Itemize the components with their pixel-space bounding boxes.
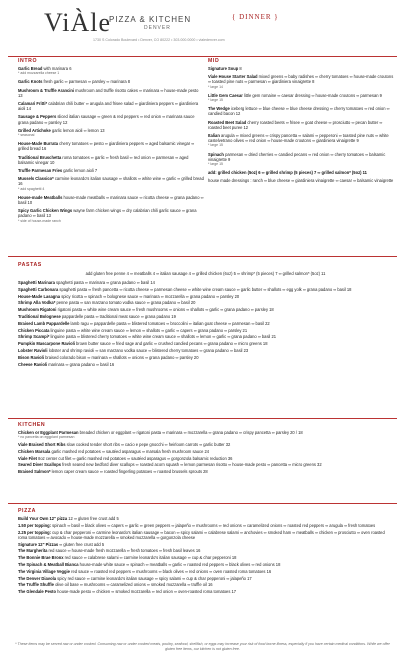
menu-item-note: * side of house-made ranch: [18, 218, 61, 223]
menu-item: [18, 548, 393, 553]
menu-item-description: wayne farm chicken wings ∞ dry calabrian chili garlic sauce ∞ grana padano ∞ basil 13: [18, 208, 197, 219]
pizza-list: [18, 516, 393, 596]
menu-item: [18, 589, 393, 594]
menu-item-description: lamb ragu ∞ pappardelle pasta ∞ blistered tomatoes ∞ broccolini ∞ italian goat cheese ∞ parmesan ∞ basil 22: [69, 320, 270, 326]
menu-item: [18, 562, 393, 567]
menu-item-description: cherry tomatoes ∞ pesto ∞ giardiniera peppers ∞ aged balsamic vinegar ∞ grilled bread 16: [18, 141, 195, 152]
menu-item-name: Seared Diver Scallops: [18, 462, 62, 468]
menu-item-description: spaghetti pasta ∞ marinara ∞ grana padano ∞ basil 14: [54, 280, 155, 285]
menu-item-description: slow cooked tender short ribs ∞ cacio e pepe gnocchi ∞ heirloom carrots ∞ garlic butter 32: [65, 442, 231, 447]
menu-item-note: * no pancetta on eggplant parmesan: [18, 435, 75, 440]
intro-list: [18, 66, 204, 227]
menu-item-name: Bison Ravioli: [18, 354, 44, 360]
menu-item-name: Mussels Classico*: [18, 176, 54, 182]
menu-item-name: Roasted Beet Salad: [208, 119, 247, 125]
menu-item: [18, 334, 393, 339]
menu-item-description: house made dressings : ranch ∞ blue cheese ∞ giardiniera vinaigrette ∞ caesar ∞ balsamic vinaigrette: [208, 178, 394, 184]
menu-item-name: Truffle Parmesan Fries: [18, 168, 63, 174]
menu-item-description: penne pasta ∞ san marzano tomato vodka sauce ∞ grana padano ∞ basil 20: [55, 300, 196, 306]
menu-item: [18, 79, 204, 84]
menu-item: [208, 93, 394, 103]
section-title-pastas: PASTAS: [18, 262, 42, 268]
menu-item-description: lemon caper cream sauce ∞ roasted fingerling potatoes ∞ roasted brussels sprouts 28: [50, 469, 208, 475]
menu-item-name: Little Gem Caesar: [208, 92, 243, 98]
menu-item-name: Chicken Piccata: [18, 327, 50, 333]
menu-item: [18, 128, 204, 138]
menu-item: [18, 341, 393, 346]
menu-item: [18, 321, 393, 326]
menu-item-description: lobster and shrimp ravioli ∞ san marzano vodka sauce ∞ blistered cherry tomatoes ∞ grana padano ∞ basil 23: [47, 347, 249, 353]
menu-item-name: The Virginia Village Veggie: [18, 568, 70, 574]
menu-item-description: brown butter sauce ∞ fried sage and garlic ∞ crushed candied pecans ∞ grana padano ∞ micro greens 18: [74, 341, 268, 347]
menu-item-name: Viale Filet: [18, 455, 38, 461]
menu-item-name: Shrimp Scampi*: [18, 334, 50, 340]
menu-item: [18, 462, 393, 467]
divider: [8, 503, 397, 504]
menu-item-name: Build Your Own 12" pizza: [18, 516, 68, 521]
menu-item-description: olive oil base ∞ mushrooms ∞ caramelized onions ∞ smoked mozzarella ∞ truffle oil 16: [53, 582, 213, 588]
menu-item-name: Mushroom & Truffle Arancini: [18, 87, 75, 93]
menu-item: [18, 328, 393, 333]
menu-item-description: breaded chicken or eggplant ∞ rigatoni pasta ∞ marinara ∞ mozzarella ∞ grana padano ∞ crispy pancetta ∞ parsley 20 / 18: [78, 430, 303, 435]
menu-item-name: House-made Meatballs: [18, 194, 63, 200]
menu-item-description: spicy ricotta ∞ spinach ∞ bolognese sauce ∞ marinara ∞ mozzarella ∞ grana padano ∞ parsley 20: [60, 293, 240, 299]
menu-item: [18, 287, 393, 292]
menu-item: [18, 442, 393, 447]
restaurant-subtitle: PIZZA & KITCHEN: [109, 15, 192, 24]
section-title-pizza: PIZZA: [18, 508, 36, 514]
menu-item-description: carmine leonardo's italian sausage ∞ shallots ∞ white wine ∞ garlic ∞ grilled bread 16: [18, 176, 204, 187]
menu-item: [18, 469, 393, 474]
menu-item: [18, 576, 393, 581]
section-title-kitchen: KITCHEN: [18, 422, 46, 428]
menu-item-name: Pumpkin Mascarpone Ravioli: [18, 341, 75, 347]
menu-item-description: with marinara 6: [42, 66, 72, 71]
restaurant-city: DENVER: [144, 25, 171, 31]
menu-item: [18, 66, 204, 76]
menu-item-note: * add spaghetti 4: [18, 186, 45, 191]
menu-item-name: Braised Lamb Pappardelle: [18, 320, 70, 326]
menu-item-description: house-made white sauce ∞ spinach ∞ meatballs ∞ garlic ∞ roasted red peppers ∞ black olives ∞ red onions 18: [78, 561, 281, 567]
menu-item: [208, 66, 394, 71]
menu-item: [18, 555, 393, 560]
menu-item-description: 8oz center cut filet ∞ garlic mashed red potatoes ∞ sautéed asparagus ∞ gorgonzola balsamic reduction 36: [37, 455, 233, 461]
menu-item-name: The Denver Diavola: [18, 575, 56, 581]
menu-item: [208, 74, 394, 90]
section-title-intro: INTRO: [18, 58, 38, 64]
menu-item-name: Mushroom Rigatoni: [18, 307, 57, 313]
menu-item-name: Cheese Ravioli: [18, 361, 48, 367]
menu-item-description: parmesan ∞ dried cherries ∞ candied pecans ∞ red onion ∞ cherry tomatoes ∞ balsamic vinaigrette 9: [208, 151, 386, 162]
kitchen-list: [18, 430, 393, 476]
restaurant-logo: ViÀle: [44, 8, 111, 37]
menu-item-description: red sauce ∞ house-made fresh mozzarella ∞ fresh tomatoes ∞ fresh basil leaves 16: [47, 548, 201, 554]
menu-item: [18, 449, 393, 454]
menu-item-description: marinara ∞ grana padano ∞ basil 16: [47, 361, 115, 367]
allergy-disclaimer: * These items may be served raw or under cooked. Consuming raw or under cooked meats, poultry, seafood, shellfish, or eggs may increase your risk of food borne illness, especially if you have certain medical conditions. While we offer gluten free items, our kitchen is not gluten free.: [15, 642, 390, 651]
menu-item-name: add: grilled chicken (5oz) 6 ∞ grilled shrimp (5 pieces) 7 ∞ grilled salmon* (5oz) 11: [208, 170, 367, 176]
menu-item-description: mixed greens ∞ baby radishes ∞ cherry tomatoes ∞ house-made croutons ∞ toasted pine nuts ∞ parmesan ∞ giardiniera vinaigrette 8: [208, 74, 394, 85]
restaurant-address: 1730 S Colorado Boulevard • Denver, CO 80222 • 303.000.0000 • vialedenver.com: [93, 38, 225, 42]
menu-item: [18, 195, 204, 205]
menu-item-note: * seasonal: [18, 133, 35, 138]
menu-item-name: Garlic Knots: [18, 79, 43, 85]
menu-item-description: mushroom and truffle risotto cakes ∞ marinara ∞ house-made pesto 13: [18, 87, 199, 98]
menu-item-name: Signature Soup: [208, 66, 239, 71]
menu-item-description: linguine pasta ∞ blistered cherry tomatoes ∞ white wine cream sauce ∞ shallots ∞ lemon ∞ garlic ∞ grana padano ∞ basil 21: [49, 334, 276, 340]
menu-item-name: Spaghetti Carbonara: [18, 286, 59, 292]
menu-item: [18, 314, 393, 319]
menu-item: [18, 155, 204, 165]
menu-item-description: spaghetti pasta ∞ fresh pancetta ∞ ricotta cheese ∞ parmesan cheese ∞ white wine cream sauce ∞ garlic butter ∞ shallots ∞ egg yolk ∞ grana padano ∞ basil 18: [58, 286, 352, 292]
menu-item-description: spicy red sauce ∞ carmine leonardo's italian sausage ∞ spicy salami ∞ cup & char pepperoni ∞ jalapeño 17: [56, 575, 252, 581]
menu-item: [18, 542, 393, 547]
menu-item-name: Traditional Bruschetta: [18, 154, 62, 160]
menu-item-note: * large 15: [208, 162, 223, 167]
menu-item: [18, 294, 393, 299]
menu-item: [18, 307, 393, 312]
menu-item-name: Viale House Starter Salad: [208, 74, 258, 80]
menu-item: [18, 348, 393, 353]
menu-item-name: Chicken or Eggplant Parmesan: [18, 430, 79, 435]
divider: [8, 56, 397, 57]
menu-item-name: Garlic Bread: [18, 66, 43, 71]
menu-item-name: The Spinach & Meatball Bianca: [18, 561, 79, 567]
menu-item-description: rigatoni pasta ∞ white wine cream sauce ∞ fresh mushrooms ∞ onions ∞ shallots ∞ garlic ∞ grana padano ∞ parsley 18: [56, 307, 274, 313]
menu-item-name: House-Made Burrata: [18, 141, 59, 147]
menu-item: [18, 355, 393, 360]
menu-item-description: spinach ∞ basil ∞ black olives ∞ capers ∞ garlic ∞ green peppers ∞ jalapeño ∞ mushrooms ∞ red onions ∞ caramelized onions ∞ roasted red peppers ∞ arugula ∞ fresh tomatoes: [50, 522, 376, 528]
menu-item-name: The Glendale Pesto: [18, 589, 56, 595]
menu-item: [208, 120, 394, 130]
menu-item: [18, 88, 204, 98]
menu-item: [208, 170, 394, 175]
menu-item-description: fresh garlic ∞ parmesan ∞ parsley ∞ marinara 8: [42, 79, 131, 85]
menu-item-name: House-Made Lasagna: [18, 293, 61, 299]
menu-item: [18, 516, 393, 521]
menu-item-description: braised colorado bison ∞ marinara ∞ shallots ∞ onions ∞ grana padano ∞ parsley 20: [43, 354, 199, 360]
menu-item-name: Sausage & Peppers: [18, 114, 57, 120]
menu-item: [208, 152, 394, 168]
divider: [8, 418, 397, 419]
pastas-addons: add gluten free penne 4 ∞ meatballs 4 ∞ italian sausage 4 ∞ grilled chicken (6oz) 5 ∞ shrimp* (5 pieces) 7 ∞ grilled salmon* (5oz) 11: [85, 271, 326, 276]
menu-item-description: red sauce ∞ calabrese salami ∞ carmine leonardo's italian sausage ∞ cup & char pepperoni 18: [63, 555, 237, 561]
menu-item-name: Shrimp Alla Vodka*: [18, 300, 56, 306]
menu-item-description: calabrian chili butter ∞ arugula and frisee salad ∞ giardiniera peppers ∞ giardiniera aioli 14: [18, 101, 199, 112]
menu-item-name: Traditional Bolognese: [18, 313, 61, 319]
menu-item: [18, 362, 393, 367]
menu-item-description: ∞ gluten free crust add 5: [58, 541, 105, 547]
menu-item-name: Lobster Ravioli: [18, 347, 48, 353]
menu-item-description: red sauce ∞ roasted red peppers ∞ mushrooms ∞ black olives ∞ red onions ∞ oven roasted roma tomatoes 16: [69, 568, 272, 574]
menu-item: [18, 523, 393, 528]
menu-item-description: garlic lemon aioli 7: [62, 168, 98, 174]
menu-item: [18, 101, 204, 111]
menu-item-description: arugula ∞ mixed greens ∞ crispy pancetta ∞ salami ∞ pepperoni ∞ toasted pine nuts ∞ white castelvetrano olives ∞ red onion ∞ house-made croutons ∞ giardiniera vinaigrette 9: [208, 133, 389, 144]
menu-item-name: The Wedge: [208, 106, 230, 112]
menu-item-description: roma tomatoes ∞ garlic ∞ fresh basil ∞ red onion ∞ parmesan ∞ aged balsamic vinegar 10: [18, 154, 189, 165]
menu-item-description: linguine pasta ∞ white wine cream sauce ∞ lemon ∞ shallots ∞ garlic ∞ capers ∞ grana padano ∞ parsley 21: [49, 327, 248, 333]
menu-item-description: fresh seared new bedford diver scallops ∞ roasted acorn squash ∞ lemon parmesan risotto ∞ house-made pesto ∞ pancetta ∞ micro greens 32: [61, 462, 322, 468]
menu-item-description: iceberg lettuce ∞ blue cheese ∞ blue cheese dressing ∞ cherry tomatoes ∞ red onion ∞ candied bacon 12: [208, 106, 390, 117]
menu-item-name: The Margherita: [18, 548, 48, 554]
menu-item-description: sliced italian sausage ∞ green & red peppers ∞ red onion ∞ marinara sauce grana padano ∞ parsley 12: [18, 114, 195, 125]
menu-item: [18, 141, 204, 151]
menu-item-name: Grilled Artichoke: [18, 127, 51, 133]
dinner-badge: { DINNER }: [232, 13, 279, 21]
section-title-mid: MID: [208, 58, 220, 64]
menu-item-name: The Bonnie Brae Bronx: [18, 555, 64, 561]
menu-item: [208, 133, 394, 149]
menu-item: [18, 582, 393, 587]
menu-item-description: cherry roasted beets ∞ frisee ∞ goat cheese ∞ prosciutto ∞ pecan butter ∞ roasted beet puree 12: [208, 119, 383, 130]
menu-item-description: little gem romaine ∞ caesar dressing ∞ house-made croutons ∞ parmesan 9: [242, 92, 382, 98]
menu-item-description: garlic lemon aioli ∞ lemon 13: [50, 127, 105, 133]
menu-item-name: 2.25 per topping:: [18, 529, 51, 535]
menu-item-note: * add mozzarella cheese 1: [18, 71, 60, 76]
pastas-list: [18, 280, 393, 368]
menu-item: [18, 208, 204, 224]
menu-item-name: Chicken Marsala: [18, 448, 51, 454]
menu-item-name: Italian: [208, 133, 220, 139]
menu-item: [18, 456, 393, 461]
menu-item: [208, 106, 394, 116]
menu-item: [18, 530, 393, 540]
menu-item-name: Spaghetti Marinara: [18, 280, 55, 285]
divider: [8, 256, 397, 257]
menu-item: [18, 430, 393, 440]
menu-item: [18, 168, 204, 173]
menu-item-name: 1.50 per topping:: [18, 522, 51, 528]
menu-item-description: 12 ∞ gluten free crust add 5: [67, 516, 119, 521]
menu-item-name: Spicy Garlic Chicken Wings: [18, 208, 73, 214]
menu-item: [18, 280, 393, 285]
menu-item-description: garlic mashed red potatoes ∞ sautéed asparagus ∞ marsala fresh mushroom sauce 24: [50, 448, 210, 454]
menu-item-name: Braised Salmon*: [18, 469, 51, 475]
menu-item-note: * large 15: [208, 98, 223, 103]
menu-item: [18, 569, 393, 574]
menu-item-description: 8: [238, 66, 242, 71]
menu-item: [18, 114, 204, 124]
menu-item: [18, 176, 204, 192]
menu-item-description: cup & char pepperoni ∞ carmine leonardo's italian sausage ∞ bacon ∞ spicy salami ∞ calabrese salami ∞ anchovies ∞ smoked ham ∞ meatballs ∞ chicken ∞ prosciutto ∞ oven roasted roma tomatoes ∞ avocado ∞ house-made mozzarella ∞ smoked mozzarella ∞ gorgonzola cheese: [18, 529, 385, 540]
menu-item-description: house-made meatballs ∞ marinara sauce ∞ ricotta cheese ∞ grana padano ∞ basil 10: [18, 194, 204, 206]
menu-item-name: Viale Braised Short Ribs: [18, 442, 66, 447]
mid-list: [208, 66, 394, 187]
menu-item-description: pappardelle pasta ∞ traditional meat sauce ∞ grana padano 19: [60, 313, 176, 319]
menu-item-description: house-made pesto ∞ chicken ∞ smoked mozzarella ∞ red onion ∞ oven-roasted roma tomatoes 17: [56, 589, 237, 595]
menu-item-note: * large 14: [208, 84, 223, 89]
menu-item: [208, 178, 394, 183]
menu-header: [0, 0, 405, 48]
menu-item-note: * large 15: [208, 143, 223, 148]
menu-item-name: Calamari Fritti*: [18, 101, 48, 107]
menu-item-name: Signature 12" Pizzas: [18, 541, 59, 547]
menu-item-name: The Truffle Shuffle: [18, 582, 54, 588]
menu-item: [18, 300, 393, 305]
menu-item-name: Spinach: [208, 151, 224, 157]
